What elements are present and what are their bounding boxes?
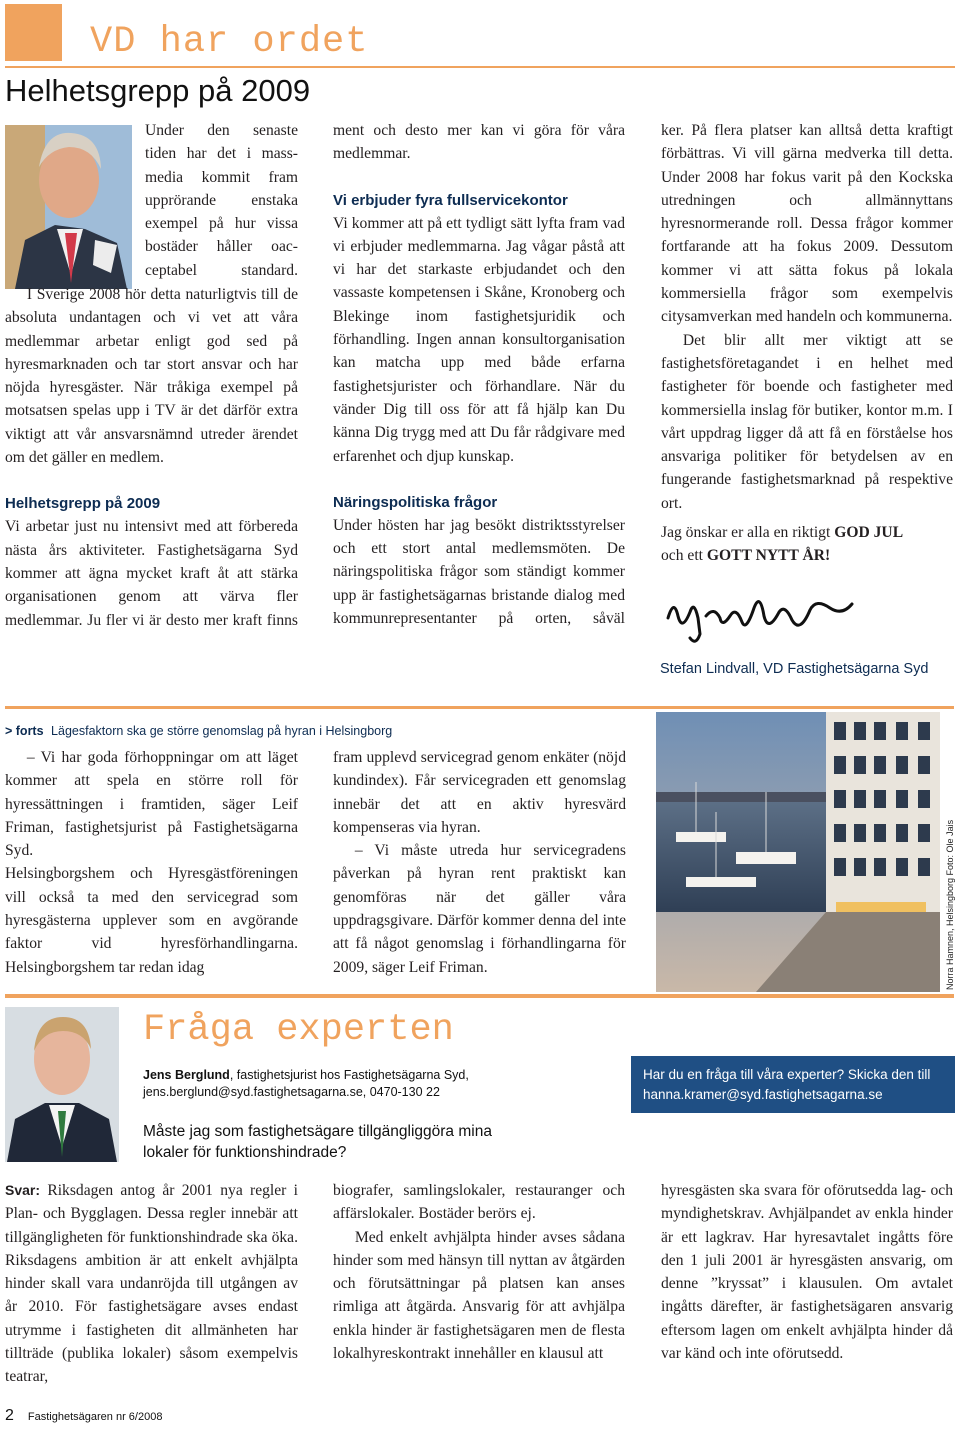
answer-label: Svar: <box>5 1182 41 1198</box>
answer-paragraph-1 <box>5 1179 298 1389</box>
forts-marker: > forts <box>5 724 44 738</box>
section-marker-square <box>5 4 62 61</box>
forts-paragraph-4: – Vi måste utreda hur servicegradens påverkan på hyran rent praktiskt kan genomföras när det gäller våra uppdragsgivare. Därför kommer denna del inte att få något genomslag i förhandlingarna för 2009, säger Leif Friman. <box>333 842 626 976</box>
expert-rule <box>5 994 954 998</box>
vd-column-3 <box>661 119 953 568</box>
answer-paragraph-3: Med enkelt avhjälpta hinder avses sådana hinder som med hänsyn till nyttan av åtgärden och förutsättningar på platsen kan anses rimliga att åtgärda. Ansvarig för att avhjälpa enkla hinder är fastighetsägaren men de flesta lokalhyreskontrakt innehåller en klausul att <box>333 1228 625 1363</box>
forts-paragraph-2: Helsingborgshem och Hyresgästföreningen vill också ta med den servicegrad som hyresgästerna upplever som en avgörande faktor vid hyresförhandlingarna. Helsingborgshem tar redan idag <box>5 865 298 976</box>
intro-line: Under den senaste <box>145 122 298 139</box>
photo-credit-text: Norra Hamnen, Helsingborg Foto: Ole Jais <box>945 819 955 990</box>
answer-column-1 <box>5 1179 298 1389</box>
vd-paragraph-1-cont: ment och desto mer kan vi göra för våra medlemmar. <box>333 122 625 163</box>
vd-heading-3: Näringspolitiska frågor <box>333 493 498 511</box>
answer-column-2 <box>333 1179 625 1365</box>
answer-paragraph-4: hyresgästen ska svara för oförutsedda lag- och myndighetskrav. Avhjälpandet av enkla hinder är ett lagkrav. Har hyresavtalet ingåtts före den 1 juli 2001 är hyresgästen ansvarig, om denne ”kryssat” i klausulen. Om avtalet ingåtts därefter, är fastighetsägaren ansvarig eftersom lagen om enkelt avhjälpta hinder då var känd och inte oförutsedd. <box>661 1182 953 1363</box>
expert-byline <box>143 1067 613 1100</box>
intro-line: ceptabel standard. <box>145 261 298 279</box>
greeting-text: Jag önskar er alla en riktigt <box>661 524 835 542</box>
publication-name: Fastighetsägaren nr 6/2008 <box>27 1411 163 1423</box>
greeting-god-jul: GOD JUL <box>834 524 904 542</box>
expert-contact: jens.berglund@syd.fastighetsagarna.se, 0470-130 22 <box>143 1084 440 1099</box>
expert-contact-box-text: Har du en fråga till våra experter? Skicka den till hanna.kramer@syd.fastighetsagarna.se <box>643 1067 931 1102</box>
forts-header <box>5 722 392 740</box>
vd-column-2 <box>333 119 625 630</box>
answer-paragraph-2: biografer, samlingslokaler, restauranger och affärslokaler. Bostäder berörs ej. <box>333 1182 625 1223</box>
vd-intro-lines <box>145 119 298 282</box>
intro-line: bostäder håller oac- <box>145 238 298 256</box>
vd-signature <box>660 588 860 658</box>
harbour-photo <box>656 712 940 992</box>
vd-paragraph-1: Vi arbetar just nu intensivt med att förbereda nästa års aktiviteter. Fastighetsägarna Syd kommer att ägna mycket kraft åt att stärka organisationen genom att värva fler medlemmar. Ju fler vi är desto mer kraft finns <box>5 518 298 629</box>
intro-line: exempel på hur vissa <box>145 215 298 233</box>
expert-title: Fråga experten <box>143 1009 454 1051</box>
photo-credit <box>944 819 960 990</box>
expert-portrait <box>5 1007 119 1162</box>
answer-text-1: Riksdagen antog år 2001 nya regler i Plan- och Bygglagen. Dessa regler innebär att tillgängligheten för funktionshindrade ska öka. Riksdagens ambition är att enkelt avhjälpta hinder skall vara undanröjda till utgången av år 2010. För fastighetsägare avses endast utrymme i fastigheten dit allmänheten har tillträde (publika lokaler) såsom exempelvis teatrar, <box>5 1182 298 1386</box>
forts-paragraph-3: fram upplevd servicegrad genom enkäter (nöjd kundindex). Får servicegraden ett genomslag innebär det att en aktiv hyresvärd kompenseras via hyran. <box>333 749 626 836</box>
vd-portrait <box>5 125 132 289</box>
vd-paragraph-3-cont: ker. På flera platser kan alltså detta kraftigt förbättras. Vi vill gärna medverka till detta. Under 2008 har fokus varit på den Kockska utredningen och allmännyttans hyresnormerande roll. Dessa frågor kommer fortfarande att ha fokus 2009. Dessutom kommer vi att sätta fokus på lokala kommersiella frågor som exempelvis citysamverkan med handeln och kommunerna. <box>661 122 953 326</box>
expert-role: , fastighetsjurist hos Fastighetsägarna Syd, <box>229 1068 469 1082</box>
page-number: 2 <box>5 1407 14 1424</box>
vd-column-1 <box>5 283 298 631</box>
expert-contact-box <box>631 1056 955 1113</box>
intro-line: upprörande enstaka <box>145 191 298 209</box>
section-label: VD har ordet <box>90 21 369 63</box>
forts-column-2 <box>333 746 626 979</box>
greeting-gott-nytt-ar: GOTT NYTT ÅR! <box>706 547 831 565</box>
vd-greeting <box>661 521 953 568</box>
vd-signature-name: Stefan Lindvall, VD Fastighetsägarna Syd <box>660 661 929 677</box>
vd-paragraph-4: Det blir allt mer viktigt att se fastighetsföretagandet i en helhet med fastigheter för boende och fastigheter med kommersiella inslag för butiker, kontor m.m. I vårt uppdrag ligger då att få en förståelse hos ansvariga politiker för betydelsen av en fungerande fastighetsmarknad på respektive ort. <box>661 331 953 512</box>
forts-title: Lägesfaktorn ska ge större genomslag på hyran i Helsingborg <box>51 724 393 738</box>
answer-column-3 <box>661 1179 953 1365</box>
intro-line: media kommit fram <box>145 168 298 186</box>
expert-name: Jens Berglund <box>143 1068 230 1082</box>
vd-heading-1: Helhetsgrepp på 2009 <box>5 495 161 513</box>
forts-paragraph-1: – Vi har goda förhoppningar om att läget kommer att spela en större roll för hyressättningen i framtiden, säger Leif Friman, fastighetsjurist på Fastighetsägarna Syd. <box>5 749 298 860</box>
intro-line: tiden har det i mass- <box>145 145 298 163</box>
forts-column-1 <box>5 746 298 979</box>
page-headline: Helhetsgrepp på 2009 <box>5 73 311 108</box>
vd-intro-rest: I Sverige 2008 hör detta naturligtvis till de absoluta undantagen och vi vet att våra medlemmar arbetar enligt god sed på hyresmarknaden och tar stort ansvar och har nöjda hyresgäster. När tråkiga exempel på motsatsen spelas upp i TV är det därför extra viktigt att vår ansvarsnämnd utreder ärendet om det gäller en medlem. <box>5 286 298 467</box>
expert-question: Måste jag som fastighetsägare tillgängliggöra mina lokaler för funktionshindrade? <box>143 1123 492 1161</box>
footer <box>5 1408 162 1425</box>
section-rule <box>5 66 955 68</box>
vd-heading-2: Vi erbjuder fyra fullservicekontor <box>333 191 568 209</box>
forts-rule <box>5 706 954 709</box>
vd-paragraph-2: Vi kommer att på ett tydligt sätt lyfta fram vad vi erbjuder medlemmarna. Jag vågar påstå att vi har det starkaste erbjudandet och den vassaste kompetensen i Skåne, Kronoberg och Blekinge inom fastighetsjuridik och förhandling. Ingen annan konsultorganisation kan matcha upp med både erfarna fastighetsjurister och förhandlare. När du vänder Dig till oss för att få hjälp kan Du känna Dig trygg med att Du får rådgivare med erfarenhet och djup kunskap. <box>333 214 625 465</box>
vd-paragraph-3: Under hösten har jag besökt distriktsstyrelser och ett stort antal medlemsmöten. De näringspolitiska frågor som ständigt kommer upp är fastighetsägarnas bristande dialog med kommunrepresentanter på orten, såväl <box>333 516 625 628</box>
greeting-text-2: och ett <box>661 547 707 565</box>
